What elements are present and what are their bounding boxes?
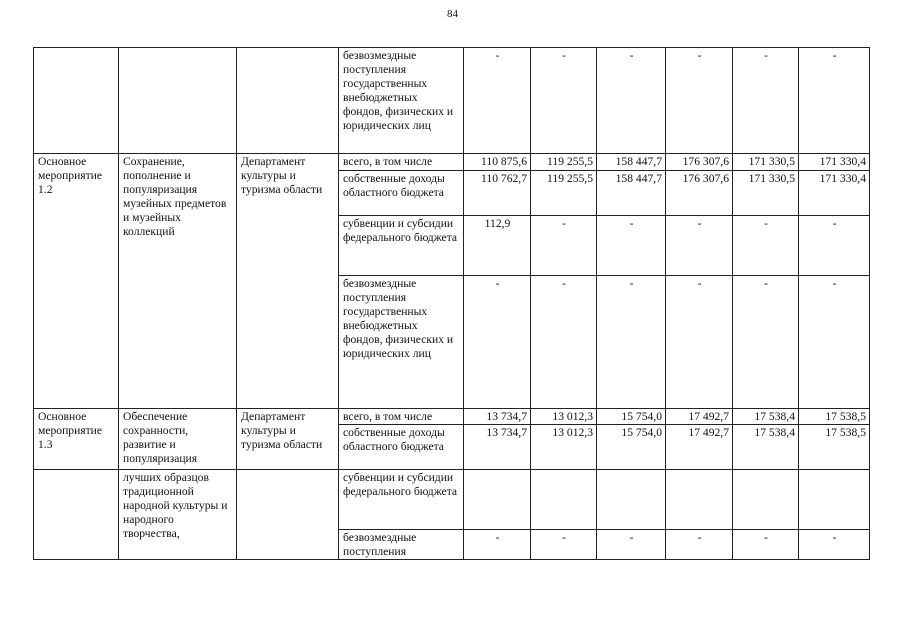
executor-cell: Департамент культуры и туризма области bbox=[237, 154, 339, 409]
budget-table bbox=[33, 47, 870, 560]
value-cell: 15 754,0 bbox=[597, 409, 666, 425]
value-cell bbox=[531, 470, 597, 530]
value-cell: - bbox=[666, 276, 733, 409]
funding-source-cell: субвенции и субсидии федерального бюджета bbox=[339, 216, 464, 276]
value-cell: 17 538,5 bbox=[799, 409, 870, 425]
value-cell: - bbox=[464, 530, 531, 560]
table-row bbox=[34, 409, 870, 425]
value-cell: - bbox=[531, 276, 597, 409]
activity-cell: Сохранение, пополнение и популяризация музейных предметов и музейных коллекций bbox=[119, 154, 237, 409]
value-cell: - bbox=[733, 48, 799, 154]
activity-cell: лучших образцов традиционной народной культуры и народного творчества, bbox=[119, 470, 237, 560]
table-row bbox=[34, 154, 870, 171]
value-cell: 17 538,5 bbox=[799, 425, 870, 470]
executor-cell: Департамент культуры и туризма области bbox=[237, 409, 339, 470]
value-cell: 176 307,6 bbox=[666, 171, 733, 216]
value-cell: - bbox=[597, 276, 666, 409]
table-row bbox=[34, 470, 870, 530]
program-cell: Основное мероприятие 1.3 bbox=[34, 409, 119, 470]
value-cell: 17 538,4 bbox=[733, 409, 799, 425]
table-row bbox=[34, 48, 870, 154]
executor-cell bbox=[237, 470, 339, 560]
value-cell: - bbox=[799, 48, 870, 154]
value-cell: 119 255,5 bbox=[531, 171, 597, 216]
value-cell bbox=[799, 470, 870, 530]
value-cell: - bbox=[531, 48, 597, 154]
executor-cell bbox=[237, 48, 339, 154]
value-cell: 17 538,4 bbox=[733, 425, 799, 470]
program-cell: Основное мероприятие 1.2 bbox=[34, 154, 119, 409]
value-cell: 13 734,7 bbox=[464, 425, 531, 470]
value-cell: - bbox=[531, 216, 597, 276]
value-cell: - bbox=[733, 276, 799, 409]
funding-source-cell: всего, в том числе bbox=[339, 409, 464, 425]
value-cell: 17 492,7 bbox=[666, 425, 733, 470]
value-cell: 13 012,3 bbox=[531, 425, 597, 470]
value-cell: 171 330,4 bbox=[799, 171, 870, 216]
value-cell: - bbox=[597, 48, 666, 154]
value-cell: 17 492,7 bbox=[666, 409, 733, 425]
funding-source-cell: собственные доходы областного бюджета bbox=[339, 425, 464, 470]
page-number: 84 bbox=[447, 8, 458, 20]
value-cell: 112,9 bbox=[464, 216, 531, 276]
value-cell: - bbox=[666, 216, 733, 276]
value-cell bbox=[733, 470, 799, 530]
value-cell: 13 012,3 bbox=[531, 409, 597, 425]
funding-source-cell: безвозмездные поступления государственных внебюджетных фондов, физических и юридических лиц bbox=[339, 276, 464, 409]
funding-source-cell: всего, в том числе bbox=[339, 154, 464, 171]
funding-source-cell: собственные доходы областного бюджета bbox=[339, 171, 464, 216]
value-cell bbox=[464, 470, 531, 530]
value-cell: - bbox=[597, 530, 666, 560]
value-cell: - bbox=[733, 530, 799, 560]
value-cell: - bbox=[531, 530, 597, 560]
value-cell: - bbox=[464, 48, 531, 154]
funding-source-cell: безвозмездные поступления bbox=[339, 530, 464, 560]
value-cell: 171 330,5 bbox=[733, 171, 799, 216]
activity-cell bbox=[119, 48, 237, 154]
value-cell: - bbox=[666, 530, 733, 560]
value-cell: 171 330,5 bbox=[733, 154, 799, 171]
value-cell: 110 762,7 bbox=[464, 171, 531, 216]
value-cell: - bbox=[799, 276, 870, 409]
funding-source-cell: безвозмездные поступления государственных внебюджетных фондов, физических и юридических лиц bbox=[339, 48, 464, 154]
program-cell bbox=[34, 48, 119, 154]
value-cell: 158 447,7 bbox=[597, 154, 666, 171]
value-cell: - bbox=[799, 216, 870, 276]
funding-source-cell: субвенции и субсидии федерального бюджета bbox=[339, 470, 464, 530]
value-cell: - bbox=[464, 276, 531, 409]
value-cell: 15 754,0 bbox=[597, 425, 666, 470]
value-cell: - bbox=[799, 530, 870, 560]
value-cell: - bbox=[597, 216, 666, 276]
activity-cell: Обеспечение сохранности, развитие и популяризация bbox=[119, 409, 237, 470]
value-cell bbox=[666, 470, 733, 530]
value-cell: 119 255,5 bbox=[531, 154, 597, 171]
value-cell: - bbox=[733, 216, 799, 276]
value-cell: 110 875,6 bbox=[464, 154, 531, 171]
value-cell: - bbox=[666, 48, 733, 154]
program-cell bbox=[34, 470, 119, 560]
value-cell: 158 447,7 bbox=[597, 171, 666, 216]
value-cell: 13 734,7 bbox=[464, 409, 531, 425]
value-cell bbox=[597, 470, 666, 530]
value-cell: 171 330,4 bbox=[799, 154, 870, 171]
value-cell: 176 307,6 bbox=[666, 154, 733, 171]
